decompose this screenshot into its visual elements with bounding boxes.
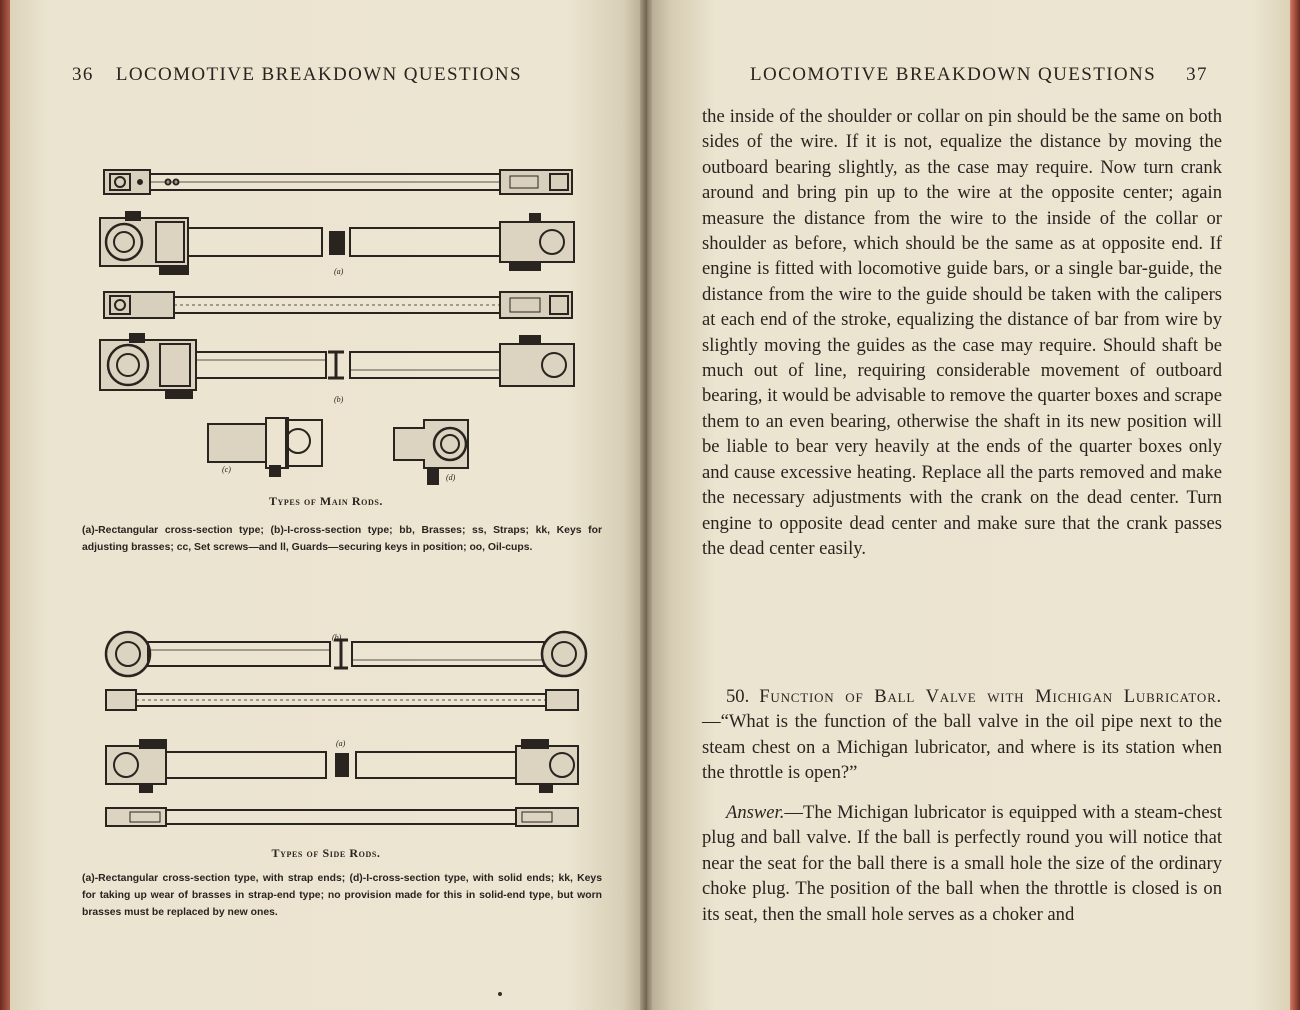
right-running-title: LOCOMOTIVE BREAKDOWN QUESTIONS: [750, 64, 1157, 85]
question-number: 50.: [726, 686, 750, 707]
side-rod-2-illustration: [106, 690, 578, 710]
side-rods-caption-text: (a)-Rectangular cross-section type, with strap ends; (d)-I-cross-section type, with solid ends; kk, Keys for taking up wear of brasses in strap-end type; no provision made for this in solid-end type, but worn brasses must be replaced by new ones.: [82, 873, 602, 918]
side-rod-4-illustration: [106, 808, 578, 826]
label-a-side-rod: (a): [336, 739, 346, 748]
label-b-main-rod: (b): [334, 395, 344, 404]
main-rods-caption-text: (a)-Rectangular cross-section type; (b)-I-cross-section type; bb, Brasses; ss, Straps; kk, Keys for adjusting brasses; cc, Set screws—and ll, Guards—securing keys in position; oo, Oil-cups.: [82, 525, 602, 553]
rod-strap-end-d-illustration: [394, 420, 468, 484]
right-page: [652, 0, 1290, 1010]
label-c-main-rod: (c): [222, 465, 231, 474]
main-rod-4-illustration: [100, 334, 574, 398]
label-b-side-rod: (b): [332, 633, 342, 642]
main-rod-2-illustration: [100, 212, 574, 274]
answer-label: Answer.: [726, 802, 785, 823]
main-rod-3-illustration: [104, 292, 572, 318]
paragraph-1: the inside of the shoulder or collar on pin should be the same on both sides of the wire. If it is not, equalize the distance by moving the outboard bearing slightly, as the case may require. Now turn crank around and bring pin up to the wire at the opposite center; again measure the distance from the wire to the inside of the collar or shoulder as before, which should be the same as at opposite end. If engine is fitted with locomotive guide bars, or a single bar-guide, the distance from the wire to the guide should be taken with the calipers at each end of the stroke, equalizing the distance of bar from wire by slightly moving the guides as the case may require. Should shaft be much out of line, requiring considerable movement of outboard bearing, it would be advisable to remove the quarter boxes and scrape them to an even bearing, otherwise the shaft in its new position will be liable to bear very heavily at the ends of the quarter boxes only and cause excessive heating. Replace all the parts removed and make the necessary adjustments with the crank on the dead center. Turn engine to opposite dead center and make sure that the crank passes the dead center easily.: [702, 106, 1222, 559]
left-running-title: LOCOMOTIVE BREAKDOWN QUESTIONS: [115, 64, 522, 85]
side-rods-figure: [106, 632, 586, 826]
label-a-main-rod: (a): [334, 267, 344, 276]
right-page-number: 37: [1186, 64, 1208, 85]
question-50: [702, 684, 1222, 786]
left-page: [10, 0, 642, 1010]
label-d-main-rod: (d): [446, 473, 456, 482]
left-page-number: 36: [72, 64, 94, 85]
main-rods-caption-title: Types of Main Rods.: [268, 494, 384, 508]
side-rods-caption-title: Types of Side Rods.: [271, 846, 381, 860]
answer-text: —The Michigan lubricator is equipped with a steam-chest plug and ball valve. If the ball is perfectly round you will notice that near the seat for the ball there is a small hole the size of the ordinary choke plug. The position of the ball when the throttle is closed is on its seat, then the small hole serves as a choker and: [702, 802, 1222, 925]
main-rod-1-illustration: [104, 170, 572, 194]
continuation-paragraph: [702, 104, 1222, 561]
page-speck: [498, 992, 502, 996]
question-title: Function of Ball Valve with Michigan Lubricator.: [759, 686, 1222, 707]
answer-50: [702, 800, 1222, 927]
right-running-head: [750, 64, 1208, 86]
question-text: —“What is the function of the ball valve in the oil pipe next to the steam chest on a Michigan lubricator, and where is its station when the throttle is open?”: [702, 711, 1222, 784]
side-rod-1-illustration: [106, 632, 586, 676]
